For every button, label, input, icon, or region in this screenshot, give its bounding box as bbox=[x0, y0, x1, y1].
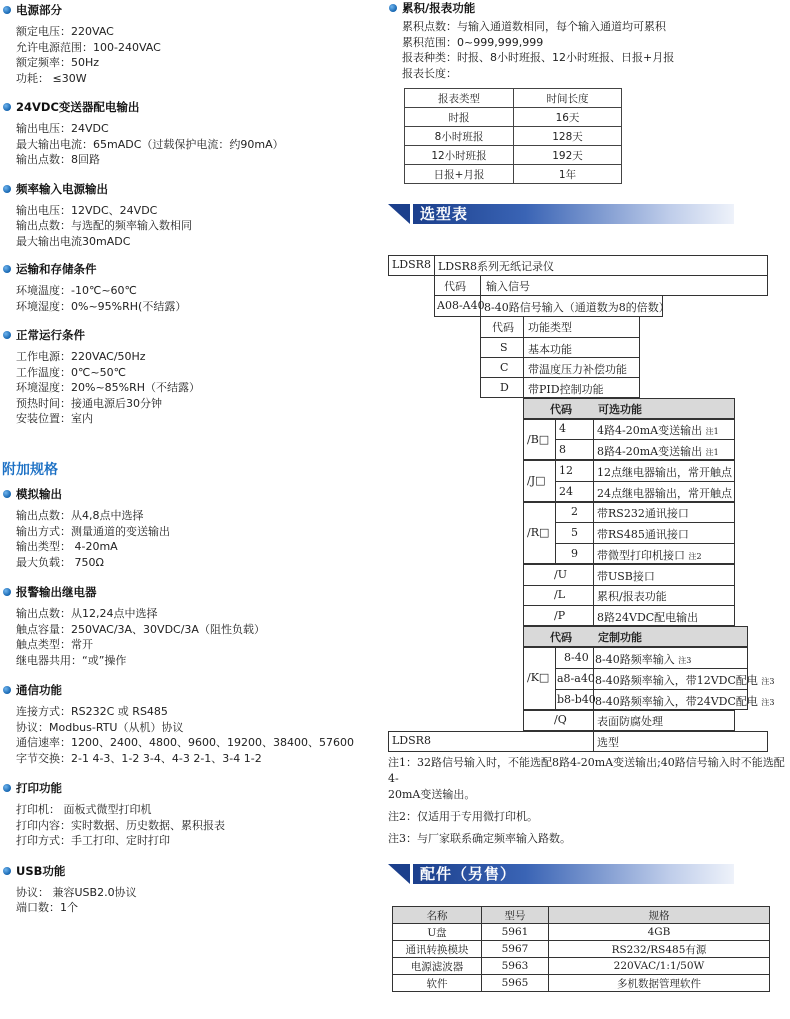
bullet-icon bbox=[389, 4, 397, 12]
sel-r1-code: 2 bbox=[571, 505, 578, 518]
sel-p-code: /P bbox=[554, 609, 566, 622]
spec-section bbox=[0, 780, 380, 849]
report-cell: 12小时班报 bbox=[405, 146, 514, 165]
acc-cell: U盘 bbox=[393, 924, 482, 941]
sel-r2-code: 5 bbox=[571, 526, 578, 539]
acc-cell: 通讯转换模块 bbox=[393, 941, 482, 958]
extra-spec-title: 附加规格 bbox=[2, 462, 58, 478]
spec-line: 输出点数：从12,24点中选择 bbox=[16, 607, 158, 620]
spec-line: 字节交换：2-1 4-3、1-2 3-4、4-3 2-1、3-4 1-2 bbox=[16, 751, 262, 765]
accum-title: 累积/报表功能 bbox=[402, 1, 476, 15]
bullet-icon bbox=[3, 331, 11, 339]
sel-cust-code-header: 代码 bbox=[550, 631, 572, 644]
spec-line: 环境湿度：20%~85%RH（不结露） bbox=[16, 381, 201, 394]
sel-func-name: 带温度压力补偿功能 bbox=[528, 363, 627, 376]
sel-b2-note: 注1 bbox=[705, 448, 719, 457]
report-cell: 16天 bbox=[514, 108, 622, 127]
note-line: 20mA变送输出。 bbox=[388, 788, 476, 801]
sel-opt-code-header: 代码 bbox=[550, 403, 572, 416]
sel-l-code: /L bbox=[554, 588, 566, 601]
section-title: 频率输入电源输出 bbox=[16, 181, 108, 196]
sel-j2-code: 24 bbox=[559, 485, 573, 498]
report-cell: 1年 bbox=[514, 165, 622, 184]
report-cell: 日报+月报 bbox=[405, 165, 514, 184]
spec-section bbox=[0, 181, 380, 250]
sel-r2-desc: 带RS485通讯接口 bbox=[597, 528, 689, 541]
spec-line: 继电器共用：“或”操作 bbox=[16, 653, 127, 667]
sel-func-type-header: 功能类型 bbox=[528, 321, 572, 334]
select-banner bbox=[388, 202, 734, 224]
sel-b1-note: 注1 bbox=[705, 427, 719, 436]
accum-line: 报表种类：时报、8小时班报、12小时班报、日报+月报 bbox=[402, 51, 675, 64]
section-title: 24VDC变送器配电输出 bbox=[16, 100, 140, 114]
bullet-icon bbox=[3, 784, 11, 792]
sel-k3-note: 注3 bbox=[761, 698, 775, 707]
accum-line: 累积范围：0~999,999,999 bbox=[402, 35, 544, 49]
accessory-banner bbox=[388, 862, 734, 884]
spec-section bbox=[0, 863, 380, 916]
sel-u-code: /U bbox=[554, 568, 567, 581]
sel-model-desc: LDSR8系列无纸记录仪 bbox=[438, 260, 554, 273]
acc-cell: 220VAC/1:1/50W bbox=[549, 958, 770, 975]
spec-line: 端口数：1个 bbox=[16, 901, 78, 914]
sel-k2-desc: 8-40路频率输入，带12VDC配电 bbox=[595, 674, 758, 687]
spec-line: 输出点数：8回路 bbox=[16, 153, 100, 166]
sel-func-code: D bbox=[500, 381, 509, 394]
acc-cell: 5961 bbox=[482, 924, 549, 941]
spec-section bbox=[0, 2, 380, 86]
sel-r3-note: 注2 bbox=[688, 552, 702, 561]
sel-input-code: A08-A40 bbox=[437, 299, 485, 312]
bullet-icon bbox=[3, 6, 11, 14]
sel-cust-header: 定制功能 bbox=[598, 631, 642, 644]
spec-line: 打印方式：手工打印、定时打印 bbox=[16, 834, 170, 847]
acc-cell: 5967 bbox=[482, 941, 549, 958]
spec-section bbox=[0, 682, 380, 766]
sel-option-j: /J□ bbox=[527, 474, 546, 487]
selection-table bbox=[388, 255, 788, 755]
section-title: 运输和存储条件 bbox=[16, 262, 97, 276]
sel-p-desc: 8路24VDC配电输出 bbox=[597, 611, 699, 624]
sel-k1-note: 注3 bbox=[678, 656, 692, 665]
spec-line: 功耗： ≤30W bbox=[16, 71, 87, 85]
sel-option-r: /R□ bbox=[527, 526, 550, 539]
sel-b1-code: 4 bbox=[559, 422, 566, 435]
accum-section bbox=[386, 0, 786, 81]
acc-header: 规格 bbox=[549, 907, 770, 924]
sel-bottom-model: LDSR8 bbox=[392, 734, 431, 747]
accessory-banner-title: 配件（另售） bbox=[420, 865, 517, 883]
sel-u-desc: 带USB接口 bbox=[597, 570, 655, 583]
bullet-icon bbox=[3, 867, 11, 875]
section-title: 正常运行条件 bbox=[16, 328, 85, 342]
spec-section bbox=[0, 261, 380, 314]
bullet-icon bbox=[3, 103, 11, 111]
notes bbox=[388, 755, 788, 847]
spec-line: 协议： 兼容USB2.0协议 bbox=[16, 885, 137, 899]
spec-line: 最大输出电流：65mADC（过载保护电流：约90mA） bbox=[16, 137, 284, 151]
spec-line: 触点类型：常开 bbox=[16, 638, 93, 651]
spec-line: 协议：Modbus-RTU（从机）协议 bbox=[16, 720, 184, 734]
sel-k2-code: a8-a40 bbox=[557, 672, 595, 685]
sel-input-header: 输入信号 bbox=[486, 280, 530, 293]
sel-j2-desc: 24点继电器输出，常开触点 bbox=[597, 487, 732, 500]
acc-header: 名称 bbox=[393, 907, 482, 924]
spec-line: 工作温度：0℃~50℃ bbox=[16, 365, 126, 379]
accum-line: 累积点数：与输入通道数相同，每个输入通道均可累积 bbox=[402, 20, 666, 33]
report-cell: 8小时班报 bbox=[405, 127, 514, 146]
bullet-icon bbox=[3, 588, 11, 596]
spec-line: 环境湿度：0%~95%RH(不结露） bbox=[16, 299, 187, 313]
sel-model: LDSR8 bbox=[392, 258, 431, 271]
section-title: 模拟输出 bbox=[16, 487, 62, 501]
acc-cell: 4GB bbox=[549, 924, 770, 941]
spec-line: 输出类型： 4-20mA bbox=[16, 540, 118, 553]
acc-cell: 多机数据管理软件 bbox=[549, 975, 770, 992]
acc-cell: 5963 bbox=[482, 958, 549, 975]
section-title: 通信功能 bbox=[16, 683, 62, 697]
spec-line: 输出电压：12VDC、24VDC bbox=[16, 203, 158, 217]
section-title: 打印功能 bbox=[16, 781, 62, 795]
spec-section bbox=[0, 327, 380, 427]
report-cell: 128天 bbox=[514, 127, 622, 146]
accessory-table bbox=[392, 906, 770, 992]
acc-cell: RS232/RS485有源 bbox=[549, 941, 770, 958]
acc-cell: 5965 bbox=[482, 975, 549, 992]
banner-corner-icon bbox=[388, 204, 410, 224]
acc-cell: 电源滤波器 bbox=[393, 958, 482, 975]
sel-func-name: 带PID控制功能 bbox=[528, 383, 604, 396]
sel-func-code: S bbox=[500, 341, 508, 354]
spec-line: 环境温度：-10℃~60℃ bbox=[16, 284, 137, 297]
spec-line: 安装位置：室内 bbox=[16, 412, 93, 425]
sel-func-name: 基本功能 bbox=[528, 343, 572, 356]
report-cell: 时报 bbox=[405, 108, 514, 127]
spec-line: 额定频率：50Hz bbox=[16, 56, 100, 69]
select-banner-title: 选型表 bbox=[420, 205, 469, 223]
sel-j1-desc: 12点继电器输出，常开触点 bbox=[597, 466, 732, 479]
banner-corner-icon bbox=[388, 864, 410, 884]
sel-b2-desc: 8路4-20mA变送输出 bbox=[597, 445, 703, 458]
bullet-icon bbox=[3, 185, 11, 193]
sel-option-k: /K□ bbox=[527, 671, 550, 684]
report-table bbox=[404, 88, 622, 184]
sel-k2-note: 注3 bbox=[761, 677, 775, 686]
sel-q-code: /Q bbox=[554, 713, 567, 726]
sel-l-desc: 累积/报表功能 bbox=[597, 590, 667, 603]
spec-line: 输出点数：与选配的频率输入数相同 bbox=[16, 219, 192, 232]
sel-b1-desc: 4路4-20mA变送输出 bbox=[597, 424, 703, 437]
spec-line: 通信速率：1200、2400、4800、9600、19200、38400、57600 bbox=[16, 736, 354, 749]
sel-k1-desc: 8-40路频率输入 bbox=[595, 653, 675, 666]
bullet-icon bbox=[3, 490, 11, 498]
sel-bottom-label: 选型 bbox=[597, 736, 619, 749]
acc-header: 型号 bbox=[482, 907, 549, 924]
spec-line: 触点容量：250VAC/3A、30VDC/3A（阻性负载） bbox=[16, 622, 265, 636]
note-line: 注1：32路信号输入时，不能选配8路4-20mA变送输出;40路信号输入时不能选配4- bbox=[388, 756, 785, 785]
spec-line: 额定电压：220VAC bbox=[16, 25, 114, 38]
bullet-icon bbox=[3, 265, 11, 273]
report-header-length: 时间长度 bbox=[514, 89, 622, 108]
spec-section bbox=[0, 584, 380, 668]
spec-section bbox=[0, 99, 380, 168]
spec-line: 输出方式：测量通道的变送输出 bbox=[16, 524, 170, 538]
sel-r3-desc: 带微型打印机接口 bbox=[597, 549, 685, 562]
spec-line: 打印机： 面板式微型打印机 bbox=[16, 803, 152, 816]
sel-b2-code: 8 bbox=[559, 443, 566, 456]
spec-line: 最大输出电流30mADC bbox=[16, 234, 131, 248]
acc-cell: 软件 bbox=[393, 975, 482, 992]
note-line: 注2：仅适用于专用微打印机。 bbox=[388, 810, 538, 823]
spec-line: 输出电压：24VDC bbox=[16, 122, 109, 135]
spec-line: 允许电源范围：100-240VAC bbox=[16, 40, 161, 54]
spec-line: 工作电源：220VAC/50Hz bbox=[16, 350, 146, 363]
sel-k3-desc: 8-40路频率输入，带24VDC配电 bbox=[595, 695, 758, 708]
sel-option-b: /B□ bbox=[527, 433, 550, 446]
spec-line: 输出点数：从4,8点中选择 bbox=[16, 509, 144, 522]
spec-section bbox=[0, 486, 380, 570]
accum-line: 报表长度： bbox=[402, 66, 457, 80]
sel-k3-code: b8-b40 bbox=[557, 693, 596, 706]
sel-k1-code: 8-40 bbox=[564, 651, 589, 664]
report-cell: 192天 bbox=[514, 146, 622, 165]
section-title: USB功能 bbox=[16, 863, 66, 878]
sel-q-desc: 表面防腐处理 bbox=[597, 715, 663, 728]
sel-code-header: 代码 bbox=[444, 280, 466, 293]
spec-line: 连接方式：RS232C 或 RS485 bbox=[16, 705, 168, 718]
sel-opt-header: 可选功能 bbox=[598, 403, 642, 416]
section-title: 电源部分 bbox=[16, 3, 62, 17]
sel-func-code: C bbox=[500, 361, 509, 374]
sel-func-code-header: 代码 bbox=[492, 321, 514, 334]
sel-j1-code: 12 bbox=[559, 464, 573, 477]
sel-r1-desc: 带RS232通讯接口 bbox=[597, 507, 689, 520]
sel-input-desc: 8-40路信号输入（通道数为8的倍数） bbox=[484, 301, 670, 314]
section-title: 报警输出继电器 bbox=[16, 585, 97, 599]
spec-line: 最大负载： 750Ω bbox=[16, 555, 104, 569]
bullet-icon bbox=[3, 686, 11, 694]
note-line: 注3：与厂家联系确定频率输入路数。 bbox=[388, 832, 571, 845]
spec-line: 打印内容：实时数据、历史数据、累积报表 bbox=[16, 818, 225, 832]
spec-line: 预热时间：接通电源后30分钟 bbox=[16, 396, 162, 410]
report-header-type: 报表类型 bbox=[405, 89, 514, 108]
sel-r3-code: 9 bbox=[571, 547, 578, 560]
